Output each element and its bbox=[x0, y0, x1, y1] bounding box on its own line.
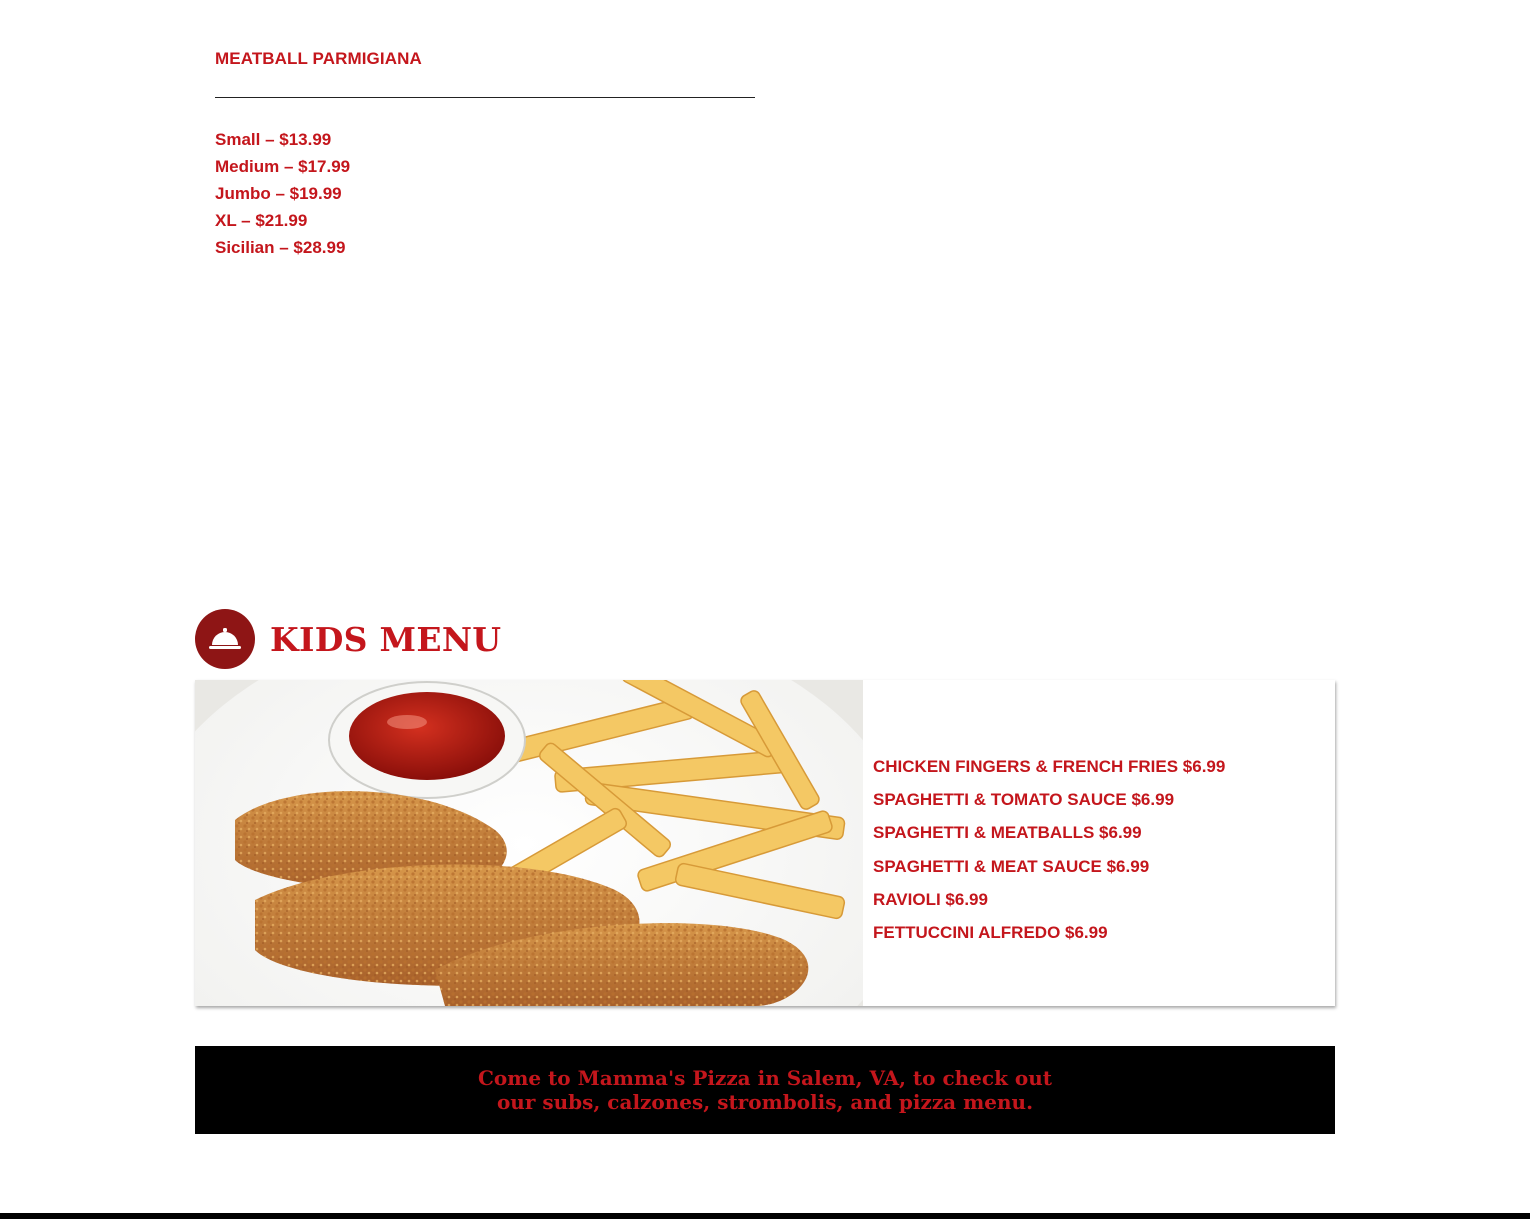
kids-menu-header bbox=[195, 609, 501, 669]
promo-line-1: Come to Mamma's Pizza in Salem, VA, to check out bbox=[477, 1066, 1053, 1090]
list-item: SPAGHETTI & MEATBALLS $6.99 bbox=[873, 823, 1142, 843]
divider bbox=[215, 97, 755, 98]
kids-menu-list bbox=[863, 680, 1225, 1006]
price-small: Small – $13.99 bbox=[215, 130, 332, 149]
price-medium: Medium – $17.99 bbox=[215, 157, 351, 176]
promo-banner bbox=[195, 1046, 1335, 1134]
kids-menu-card bbox=[195, 680, 1335, 1006]
menu-item-title: MEATBALL PARMIGIANA bbox=[215, 49, 422, 68]
list-item: SPAGHETTI & TOMATO SAUCE $6.99 bbox=[873, 790, 1175, 810]
promo-line-2: our subs, calzones, strombolis, and pizza menu. bbox=[496, 1090, 1034, 1114]
promo-text bbox=[478, 1066, 1052, 1114]
kids-menu-title: KIDS MENU bbox=[270, 619, 502, 659]
list-item: CHICKEN FINGERS & FRENCH FRIES $6.99 bbox=[873, 757, 1226, 776]
cloche-icon bbox=[195, 609, 255, 669]
chicken-fingers-fries-photo bbox=[195, 680, 863, 1006]
price-list bbox=[215, 126, 755, 261]
price-sicilian: Sicilian – $28.99 bbox=[215, 238, 346, 257]
list-item: RAVIOLI $6.99 bbox=[873, 889, 988, 909]
price-jumbo: Jumbo – $19.99 bbox=[215, 184, 342, 203]
list-item: SPAGHETTI & MEAT SAUCE $6.99 bbox=[873, 856, 1150, 876]
meatball-parmigiana-section bbox=[215, 48, 755, 261]
price-xl: XL – $21.99 bbox=[215, 211, 308, 230]
list-item: FETTUCCINI ALFREDO $6.99 bbox=[873, 923, 1108, 943]
footer-strip bbox=[0, 1213, 1530, 1219]
